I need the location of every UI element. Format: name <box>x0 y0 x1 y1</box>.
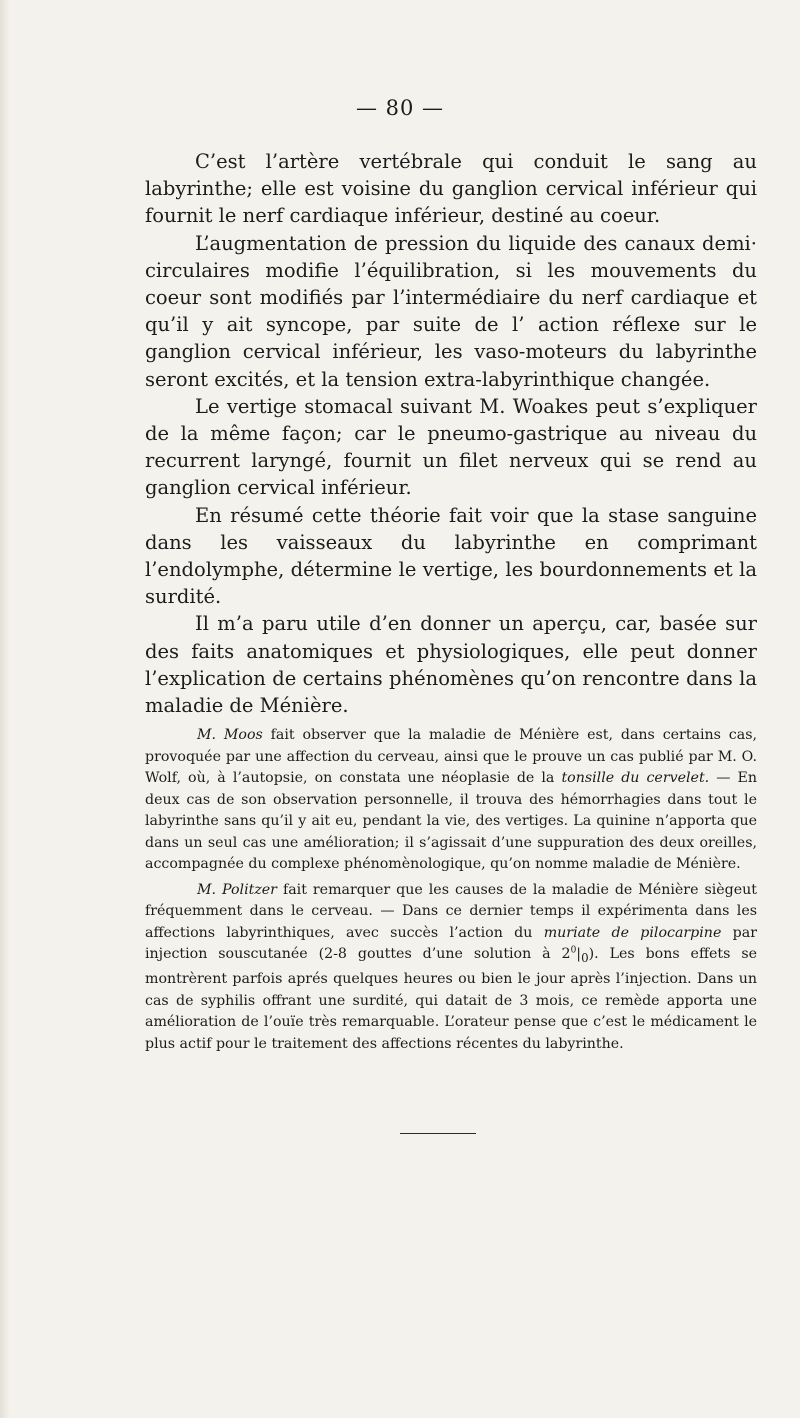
note-text: par injection souscutanée (2-8 gouttes d’une solution à 2 <box>145 924 757 962</box>
page-edge <box>0 0 10 1418</box>
paragraph: Il m’a paru utile d’en donner un aperçu, car, basée sur des faits anatomiques et physiologiques, elle peut donner l’explication de certains phénomènes qu’on rencontre dans la maladie de Ménière. <box>145 612 757 718</box>
page-number: — 80 — <box>355 96 445 120</box>
subscript: 0 <box>581 950 589 965</box>
author-name: M. Moos <box>197 727 263 743</box>
note-politzer <box>145 880 757 1056</box>
note-text: fait remarquer que les causes de la maladie de Ménière siègeut fréquemment dans le cerveau. — Dans ce dernier temps il expérimenta dans les affections labyrinthiques, avec succès l’action du <box>145 881 757 941</box>
note-italic: tonsille du cervelet. <box>561 770 710 786</box>
paragraph: C’est l’artère vertébrale qui conduit le sang au labyrinthe; elle est voisine du ganglion cervical inférieur qui fournit le nerf cardiaque inférieur, destiné au coeur. <box>145 150 757 228</box>
note-text: | <box>576 946 582 962</box>
notes-section <box>145 725 757 1059</box>
note-text: ). Les bons effets se montrèrent parfois aprés quelques heures ou bien le jour après l’injection. Dans un cas de syphilis offrant une surdité, qui datait de 3 mois, ce remède apporta une amélioration de l’ouïe très remarquable. L’orateur pense que c’est le médicament le plus actif pour le traitement des affections récentes du labyrinthe. <box>145 946 757 1052</box>
main-text <box>145 148 757 719</box>
note-text: — En deux cas de son observation personnelle, il trouva des hémorrhagies dans tout le labyrinthe sans qu’il y ait eu, pendant la vie, des vertiges. La quinine n’apporta que dans un seul cas une amélioration; il s’agissait d’une suppuration des deux oreilles, accompagnée du complexe phénomènologique, qu’on nomme maladie de Ménière. <box>145 770 758 872</box>
note-italic: muriate de pilocarpine <box>543 924 722 941</box>
note-moos <box>145 725 757 876</box>
note-text: fait observer que la maladie de Ménière est, dans certains cas, provoquée par une affection du cerveau, ainsi que le prouve un cas publié par M. O. Wolf, où, à l’autopsie, on constata une néoplasie de la <box>145 727 757 786</box>
paragraph: En résumé cette théorie fait voir que la stase sanguine dans les vaisseaux du labyrinthe en comprimant l’endolymphe, détermine le vertige, les bourdonnements et la surdité. <box>145 503 757 609</box>
author-name: M. Politzer <box>197 881 277 898</box>
paragraph: Le vertige stomacal suivant M. Woakes peut s’expliquer de la même façon; car le pneumo-gastrique au niveau du recurrent laryngé, fournit un filet nerveux qui se rend au ganglion cervical inférieur. <box>145 394 757 500</box>
section-rule <box>400 1133 476 1134</box>
paragraph: L’augmentation de pression du liquide des canaux demi· circulaires modifie l’équilibration, si les mouvements du coeur sont modifiés par l’intermédiaire du nerf cardiaque et qu’il y ait syncope, par suite de l’ action réflexe sur le ganglion cervical inférieur, les vaso-moteurs du labyrinthe seront excités, et la tension extra-labyrinthique changée. <box>145 231 757 391</box>
superscript: 0 <box>570 945 577 956</box>
